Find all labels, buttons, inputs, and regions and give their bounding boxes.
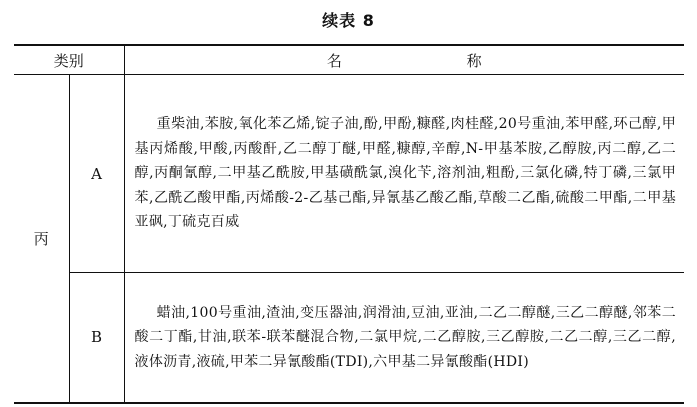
- name-header: 名 称: [124, 45, 684, 75]
- classification-table: [14, 44, 684, 404]
- subcategory-cell-b: B: [69, 273, 124, 403]
- table-row: [14, 75, 684, 273]
- names-text-a: 重柴油,苯胺,氧化苯乙烯,锭子油,酚,甲酚,糠醛,肉桂醛,20号重油,苯甲醛,环己醇,甲基丙烯酸,甲酸,丙酸酐,乙二醇丁醚,甲醛,糠醇,辛醇,N-甲基苯胺,乙醇胺,丙二醇,乙二醇,丙酮氰醇,二甲基乙酰胺,甲基磺酰氯,溴化苄,溶剂油,粗酚,三氯化磷,特丁磷,三氯甲苯,乙酰乙酸甲酯,丙烯酸-2-乙基己酯,异氰基乙酸乙酯,草酸二乙酯,硫酸二甲酯,二甲基亚砜,丁硫克百威: [134, 116, 677, 231]
- category-main-cell: 丙: [14, 75, 69, 403]
- subcategory-cell-a: A: [69, 75, 124, 273]
- names-cell-a: [124, 75, 684, 273]
- names-cell-b: [124, 273, 684, 403]
- table-row: [14, 273, 684, 403]
- category-header: 类别: [14, 45, 124, 75]
- table-header-row: [14, 45, 684, 75]
- table-title: 续表 8: [322, 11, 375, 30]
- names-text-b: 蜡油,100号重油,渣油,变压器油,润滑油,豆油,亚油,二乙二醇醚,三乙二醇醚,邻苯二酸二丁酯,甘油,联苯-联苯醚混合物,二氯甲烷,二乙醇胺,三乙醇胺,二乙二醇,三乙二醇,液体沥青,液硫,甲苯二异氰酸酯(TDI),六甲基二异氰酸酯(HDI): [134, 304, 677, 370]
